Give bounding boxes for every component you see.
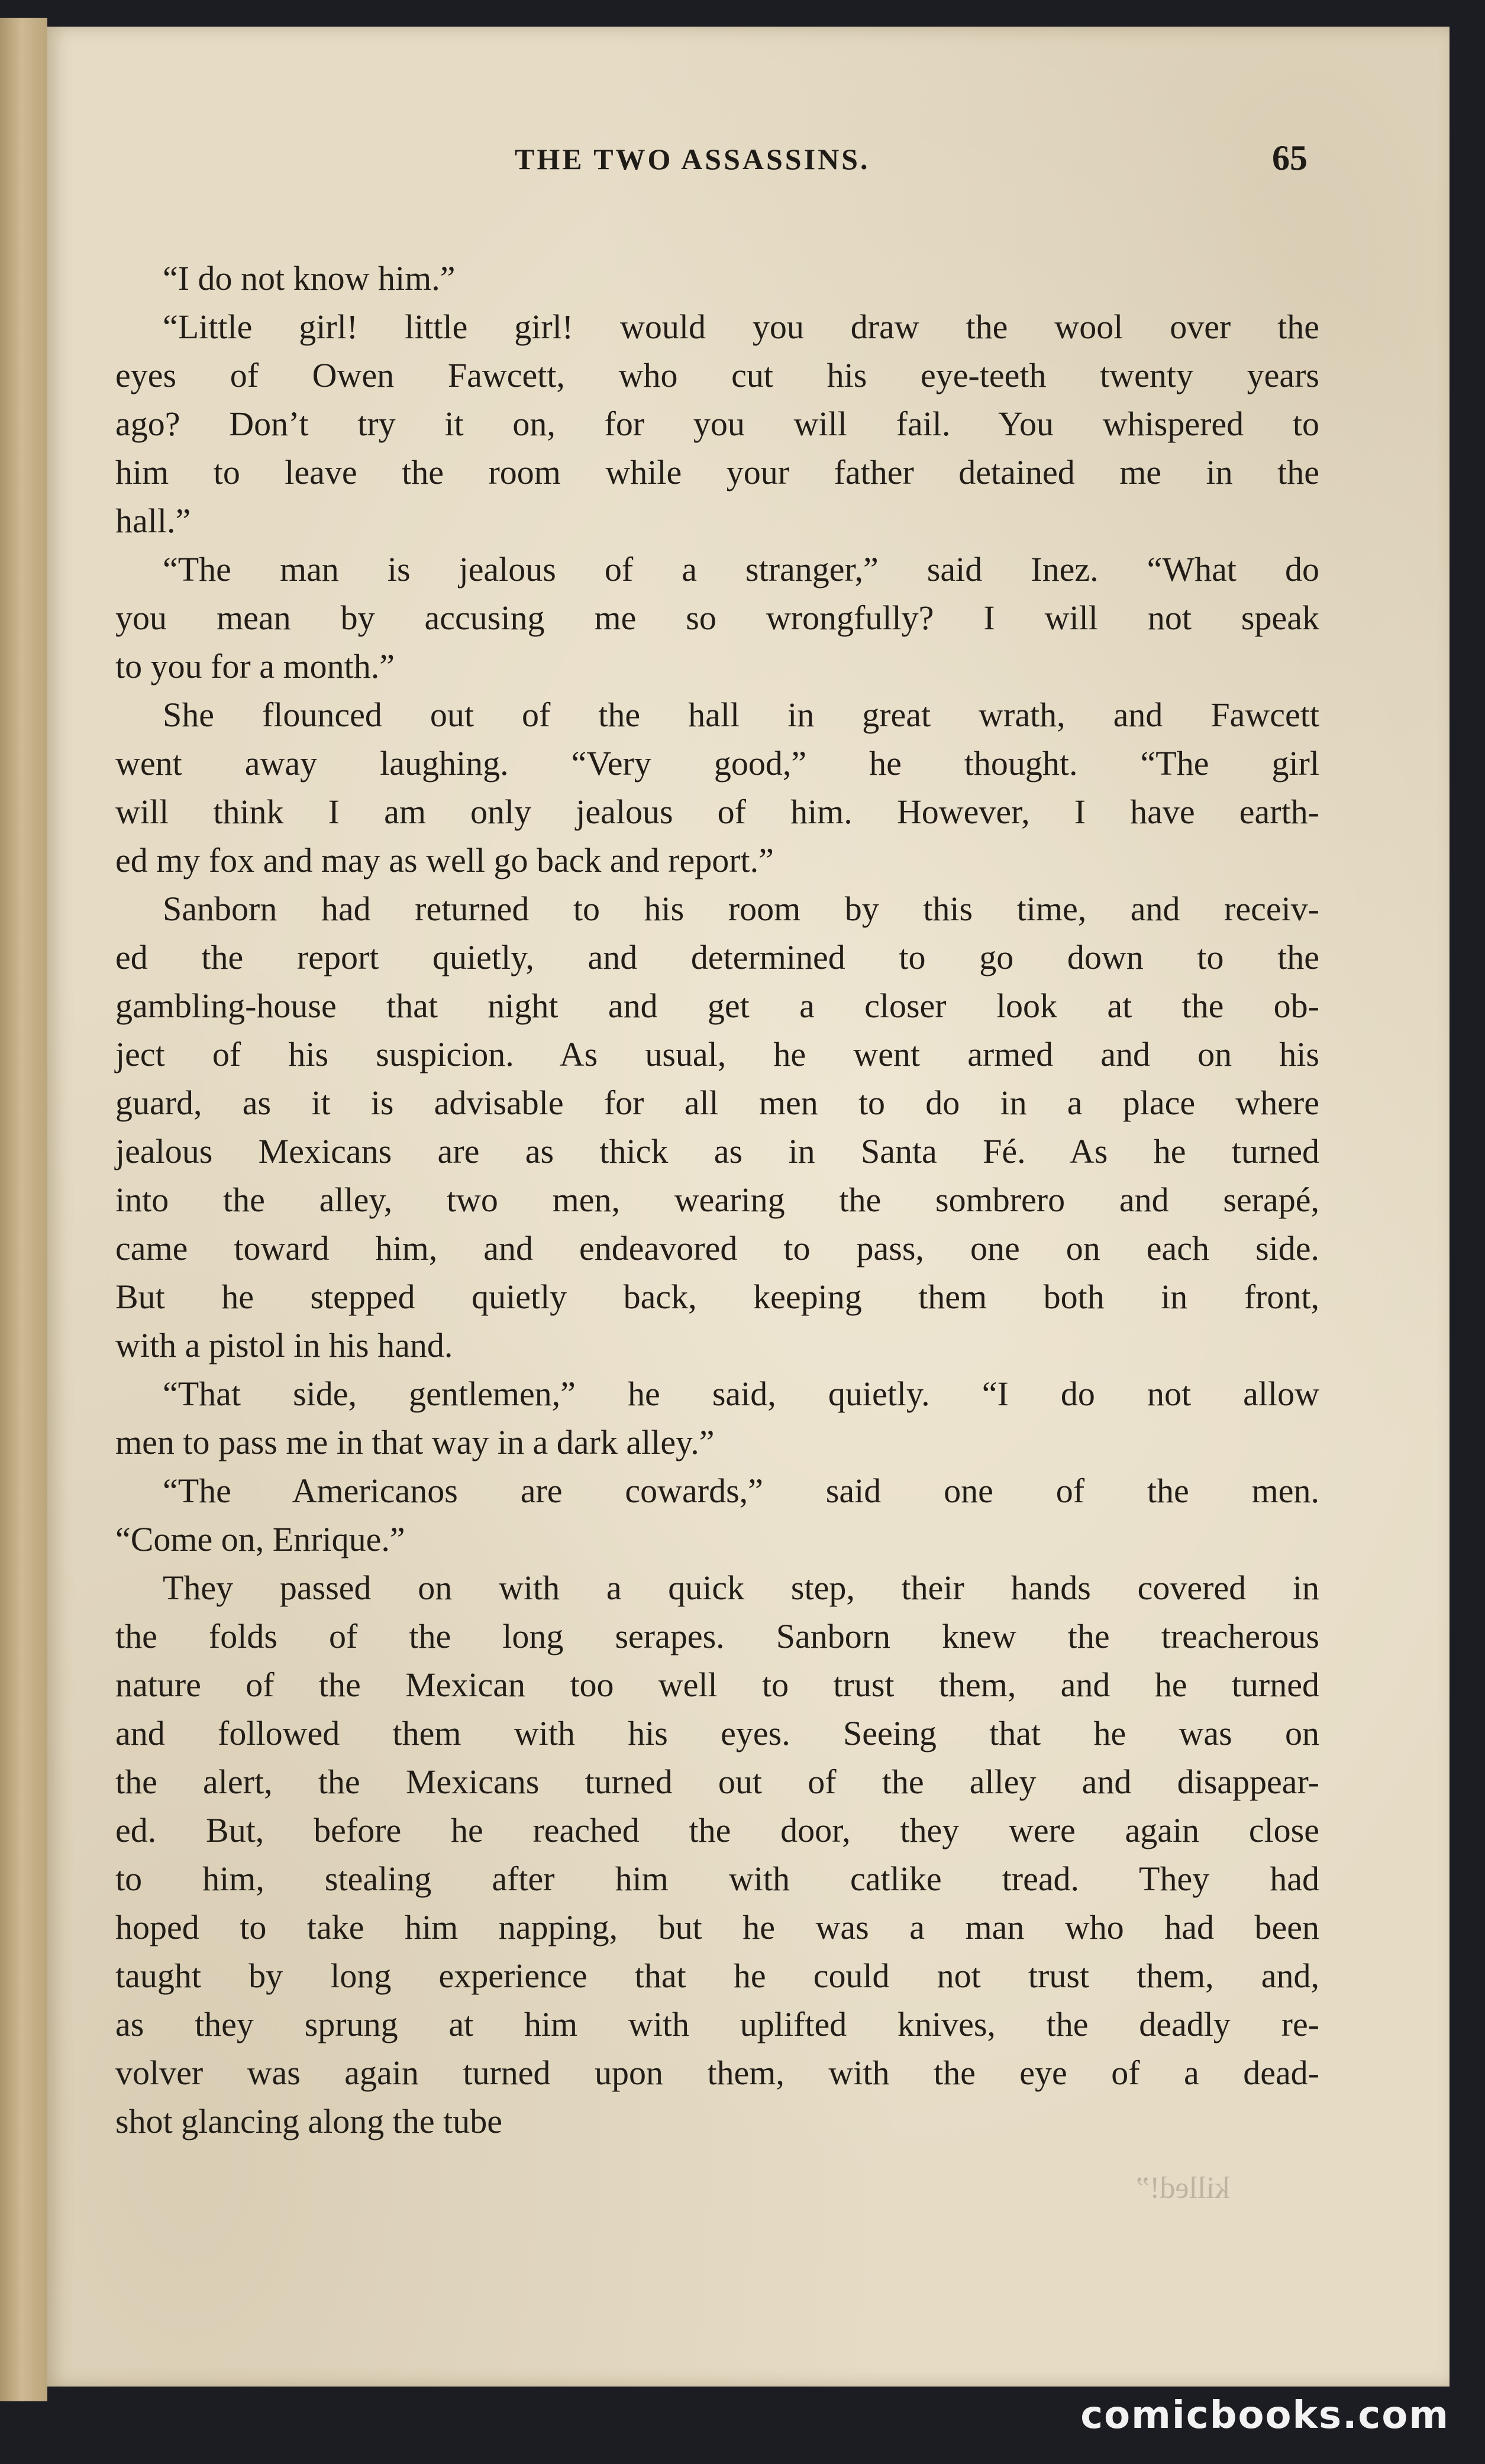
text-line: taught by long experience that he could not trust them, and,: [115, 1957, 1319, 1995]
text-line: to you for a month.”: [115, 647, 395, 685]
text-line: into the alley, two men, wearing the sombrero and serapé,: [115, 1181, 1319, 1219]
text-line: jealous Mexicans are as thick as in Santa Fé. As he turned: [115, 1132, 1319, 1170]
text-line: “That side, gentlemen,” he said, quietly. “I do not allow: [163, 1375, 1319, 1413]
text-line: ject of his suspicion. As usual, he went armed and on his: [115, 1035, 1319, 1073]
text-line: to him, stealing after him with catlike tread. They had: [115, 1860, 1319, 1898]
text-line: Sanborn had returned to his room by this time, and receiv-: [163, 890, 1319, 928]
text-line: ago? Don’t try it on, for you will fail. You whispered to: [115, 405, 1319, 443]
text-line: with a pistol in his hand.: [115, 1326, 453, 1364]
text-line: They passed on with a quick step, their hands covered in: [163, 1569, 1319, 1607]
running-title: THE TWO ASSASSINS.: [515, 143, 870, 176]
text-line: ed the report quietly, and determined to go down to the: [115, 938, 1319, 976]
text-line: went away laughing. “Very good,” he thought. “The girl: [115, 744, 1319, 782]
text-line: hall.”: [115, 502, 191, 540]
text-line: hoped to take him napping, but he was a man who had been: [115, 1908, 1319, 1946]
book-page: [47, 27, 1450, 2387]
page-body: [115, 254, 1319, 2146]
text-line: But he stepped quietly back, keeping them both in front,: [115, 1278, 1319, 1316]
text-line: ed my fox and may as well go back and report.”: [115, 841, 774, 879]
text-line: “The man is jealous of a stranger,” said Inez. “What do: [163, 550, 1319, 588]
text-line: gambling-house that night and get a closer look at the ob-: [115, 987, 1319, 1025]
text-line: nature of the Mexican too well to trust them, and he turned: [115, 1666, 1319, 1704]
text-line: eyes of Owen Fawcett, who cut his eye-teeth twenty years: [115, 356, 1319, 395]
bleed-through-text: killed!”: [1136, 2171, 1230, 2205]
text-line: volver was again turned upon them, with the eye of a dead-: [115, 2054, 1319, 2092]
text-line: the folds of the long serapes. Sanborn knew the treacherous: [115, 1617, 1319, 1655]
facing-page-edge: [0, 18, 47, 2401]
text-line: “Come on, Enrique.”: [115, 1520, 405, 1558]
text-line: came toward him, and endeavored to pass, one on each side.: [115, 1229, 1319, 1267]
text-line: the alert, the Mexicans turned out of the alley and disappear-: [115, 1763, 1319, 1801]
text-line: him to leave the room while your father detained me in the: [115, 453, 1319, 491]
text-line: guard, as it is advisable for all men to do in a place where: [115, 1084, 1319, 1122]
page-number: 65: [1272, 138, 1308, 177]
text-line: shot glancing along the tube: [115, 2102, 502, 2140]
text-line: men to pass me in that way in a dark alley.”: [115, 1423, 715, 1461]
text-line: “I do not know him.”: [163, 259, 456, 298]
text-line: as they sprung at him with uplifted knives, the deadly re-: [115, 2005, 1319, 2043]
text-line: She flounced out of the hall in great wrath, and Fawcett: [163, 696, 1319, 734]
text-line: “The Americanos are cowards,” said one of the men.: [163, 1472, 1319, 1510]
text-line: “Little girl! little girl! would you draw the wool over the: [163, 308, 1319, 346]
site-watermark: comicbooks.com: [1080, 2394, 1450, 2437]
text-line: you mean by accusing me so wrongfully? I will not speak: [115, 599, 1319, 637]
text-line: will think I am only jealous of him. However, I have earth-: [115, 793, 1319, 831]
text-line: and followed them with his eyes. Seeing that he was on: [115, 1714, 1319, 1752]
text-line: ed. But, before he reached the door, they were again close: [115, 1811, 1319, 1849]
